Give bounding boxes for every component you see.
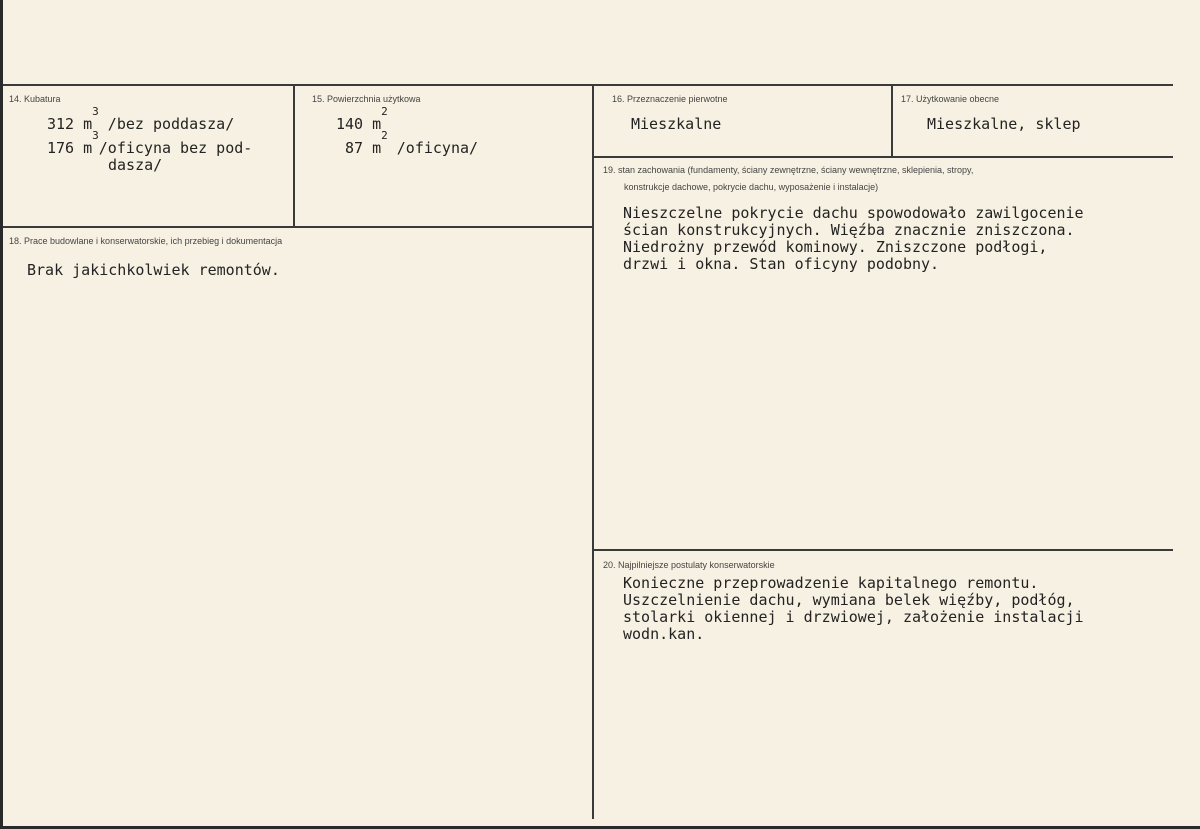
field-14-volume-main: 312 m (47, 115, 93, 133)
rule-above-20 (594, 549, 1173, 551)
field-20-text (623, 575, 1084, 643)
rule-under-14-15 (3, 226, 594, 228)
field-14-unit-exponent-2: 3 (92, 129, 99, 142)
field-19-line: Nieszczelne pokrycie dachu spowodowało zawilgocenie (623, 204, 1084, 222)
field-15-note-annex: /oficyna/ (387, 139, 479, 157)
field-19-line: ścian konstrukcyjnych. Więźba znacznie zniszczona. (623, 221, 1075, 239)
field-19-label-line2: konstrukcje dachowe, pokrycie dachu, wyposażenie i instalacje) (624, 182, 879, 192)
field-16-value: Mieszkalne (631, 115, 722, 133)
divider-16-17 (891, 84, 893, 157)
field-14-line1 (47, 105, 235, 133)
field-15-unit-exponent: 2 (381, 105, 388, 118)
field-14-line2 (47, 129, 253, 157)
field-15-area-main: 140 m (336, 115, 382, 133)
field-14-line3: dasza/ (108, 156, 163, 174)
field-15-unit-exponent-2: 2 (381, 129, 388, 142)
field-15-line1 (336, 105, 388, 133)
rule-under-16-17 (594, 156, 1173, 158)
field-18-value: Brak jakichkolwiek remontów. (27, 261, 280, 279)
field-14-label: 14. Kubatura (9, 94, 61, 104)
field-17-label: 17. Użytkowanie obecne (901, 94, 1000, 104)
field-19-label-line1: 19. stan zachowania (fundamenty, ściany zewnętrzne, ściany wewnętrzne, sklepienia, stropy, (603, 165, 974, 175)
field-18-label: 18. Prace budowlane i konserwatorskie, ich przebieg i dokumentacja (9, 236, 283, 246)
divider-14-15 (293, 84, 295, 227)
field-17-value: Mieszkalne, sklep (927, 115, 1081, 133)
field-20-line: wodn.kan. (623, 625, 705, 643)
field-15-area-annex: 87 m (345, 139, 382, 157)
field-14-volume-annex: 176 m (47, 139, 93, 157)
field-14-note-annex: /oficyna bez pod- (98, 139, 253, 157)
field-20-line: stolarki okiennej i drzwiowej, założenie instalacji (623, 608, 1084, 626)
field-14-unit-exponent: 3 (92, 105, 99, 118)
field-19-text (623, 205, 1084, 273)
field-19-line: drzwi i okna. Stan oficyny podobny. (623, 255, 940, 273)
field-20-line: Uszczelnienie dachu, wymiana belek więźby, podłóg, (623, 591, 1075, 609)
field-20-line: Konieczne przeprowadzenie kapitalnego remontu. (623, 574, 1039, 592)
field-20-label: 20. Najpilniejsze postulaty konserwatorskie (603, 560, 775, 570)
field-19-line: Niedrożny przewód kominowy. Zniszczone podłogi, (623, 238, 1048, 256)
divider-main (592, 84, 594, 819)
field-19-label (603, 162, 1123, 196)
top-rule (3, 84, 1173, 86)
field-15-line2 (345, 129, 479, 157)
field-15-label: 15. Powierzchnia użytkowa (312, 94, 421, 104)
field-14-note-main: /bez poddasza/ (98, 115, 235, 133)
field-16-label: 16. Przeznaczenie pierwotne (612, 94, 728, 104)
